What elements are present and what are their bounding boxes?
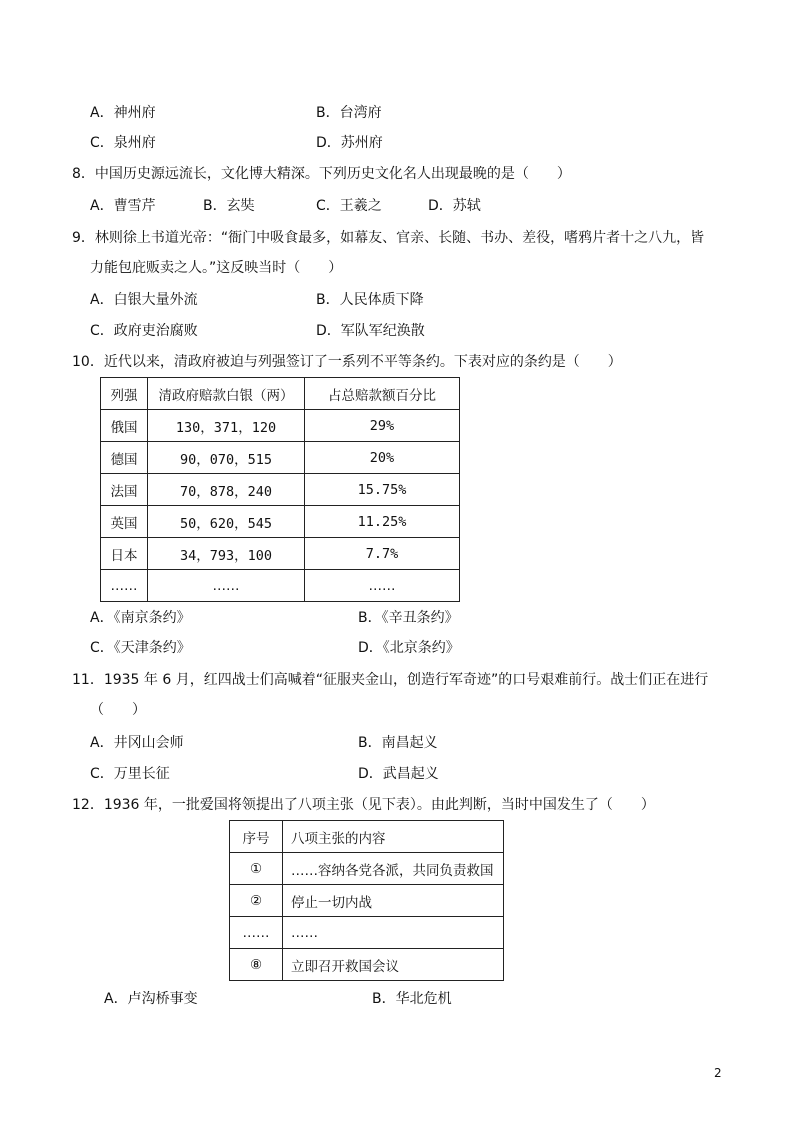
table-row (101, 410, 460, 442)
page-number: 2 (714, 1066, 722, 1080)
table-cell-amount: 70，878，240 (148, 474, 305, 506)
table-cell-index: …… (230, 917, 283, 949)
table-row (230, 917, 504, 949)
q11-option-d: D．武昌起义 (358, 766, 439, 782)
q10-option-d: D．《北京条约》 (358, 640, 460, 656)
table-cell-percent: 29% (305, 410, 460, 442)
table-cell-index: ① (230, 853, 283, 885)
table-row (230, 949, 504, 981)
q8-option-b: B．玄奘 (203, 198, 255, 214)
table-row (101, 570, 460, 602)
q8-option-a: A．曹雪芹 (90, 198, 156, 214)
q11-option-a: A．井冈山会师 (90, 735, 184, 751)
q10-option-a: A．《南京条约》 (90, 610, 191, 626)
table-cell-content: …… (283, 917, 504, 949)
q10-option-b: B．《辛丑条约》 (358, 610, 459, 626)
q7-option-b: B．台湾府 (316, 105, 382, 121)
table-header-cell: 序号 (230, 821, 283, 853)
q10-option-c: C．《天津条约》 (90, 640, 191, 656)
table-cell-percent: 20% (305, 442, 460, 474)
table-cell-index: ⑧ (230, 949, 283, 981)
table-row (101, 474, 460, 506)
table-cell-content: 停止一切内战 (283, 885, 504, 917)
table-header-cell: 列强 (101, 378, 148, 410)
q9-option-a: A．白银大量外流 (90, 292, 198, 308)
table-header-cell: 八项主张的内容 (283, 821, 504, 853)
q8-option-d: D．苏轼 (428, 198, 481, 214)
q10-stem: 10．近代以来，清政府被迫与列强签订了一系列不平等条约。下表对应的条约是（ ） (72, 354, 622, 370)
q11-stem-line2: （ ） (90, 702, 146, 718)
q12-option-a: A．卢沟桥事变 (104, 991, 198, 1007)
q9-option-c: C．政府吏治腐败 (90, 323, 198, 339)
table-cell-percent: 15.75% (305, 474, 460, 506)
table-header-cell: 清政府赔款白银（两） (148, 378, 305, 410)
q11-stem-line1: 11．1935 年 6 月，红四战士们高喊着“征服夹金山，创造行军奇迹”的口号艰难前行。战士们正在进行 (72, 672, 709, 688)
table-cell-country: 日本 (101, 538, 148, 570)
table-row (230, 885, 504, 917)
q11-option-c: C．万里长征 (90, 766, 170, 782)
table-row (230, 853, 504, 885)
q7-option-a: A．神州府 (90, 105, 156, 121)
table-cell-index: ② (230, 885, 283, 917)
table-cell-country: 法国 (101, 474, 148, 506)
table-cell-amount: 90，070，515 (148, 442, 305, 474)
table-cell-amount: 50，620，545 (148, 506, 305, 538)
table-cell-percent: 11.25% (305, 506, 460, 538)
table-cell-country: 俄国 (101, 410, 148, 442)
table-row (101, 506, 460, 538)
q9-stem-line2: 力能包庇贩卖之人。”这反映当时（ ） (90, 260, 343, 276)
q12-stem: 12．1936 年，一批爱国将领提出了八项主张（见下表）。由此判断，当时中国发生了（ ） (72, 797, 655, 813)
q9-stem-line1: 9．林则徐上书道光帝：“衙门中吸食最多，如幕友、官亲、长随、书办、差役，嗜鸦片者十之八九，皆 (72, 230, 705, 246)
table-cell-content: 立即召开救国会议 (283, 949, 504, 981)
q8-option-c: C．王羲之 (316, 198, 382, 214)
table-cell-amount: …… (148, 570, 305, 602)
q9-option-b: B．人民体质下降 (316, 292, 424, 308)
table-row (101, 442, 460, 474)
table-header-row (101, 378, 460, 410)
q10-reparations-table (100, 377, 460, 602)
table-cell-percent: …… (305, 570, 460, 602)
q8-stem: 8．中国历史源远流长，文化博大精深。下列历史文化名人出现最晚的是（ ） (72, 166, 571, 182)
q9-option-d: D．军队军纪涣散 (316, 323, 425, 339)
table-cell-country: …… (101, 570, 148, 602)
table-header-cell: 占总赔款额百分比 (305, 378, 460, 410)
q11-option-b: B．南昌起义 (358, 735, 438, 751)
table-header-row (230, 821, 504, 853)
table-cell-country: 英国 (101, 506, 148, 538)
q7-option-d: D．苏州府 (316, 135, 383, 151)
q12-proposals-table (229, 820, 504, 981)
q7-option-c: C．泉州府 (90, 135, 156, 151)
table-cell-amount: 130，371，120 (148, 410, 305, 442)
table-cell-amount: 34，793，100 (148, 538, 305, 570)
table-cell-content: ……容纳各党各派，共同负责救国 (283, 853, 504, 885)
q12-option-b: B．华北危机 (372, 991, 452, 1007)
table-cell-percent: 7.7% (305, 538, 460, 570)
table-cell-country: 德国 (101, 442, 148, 474)
table-row (101, 538, 460, 570)
